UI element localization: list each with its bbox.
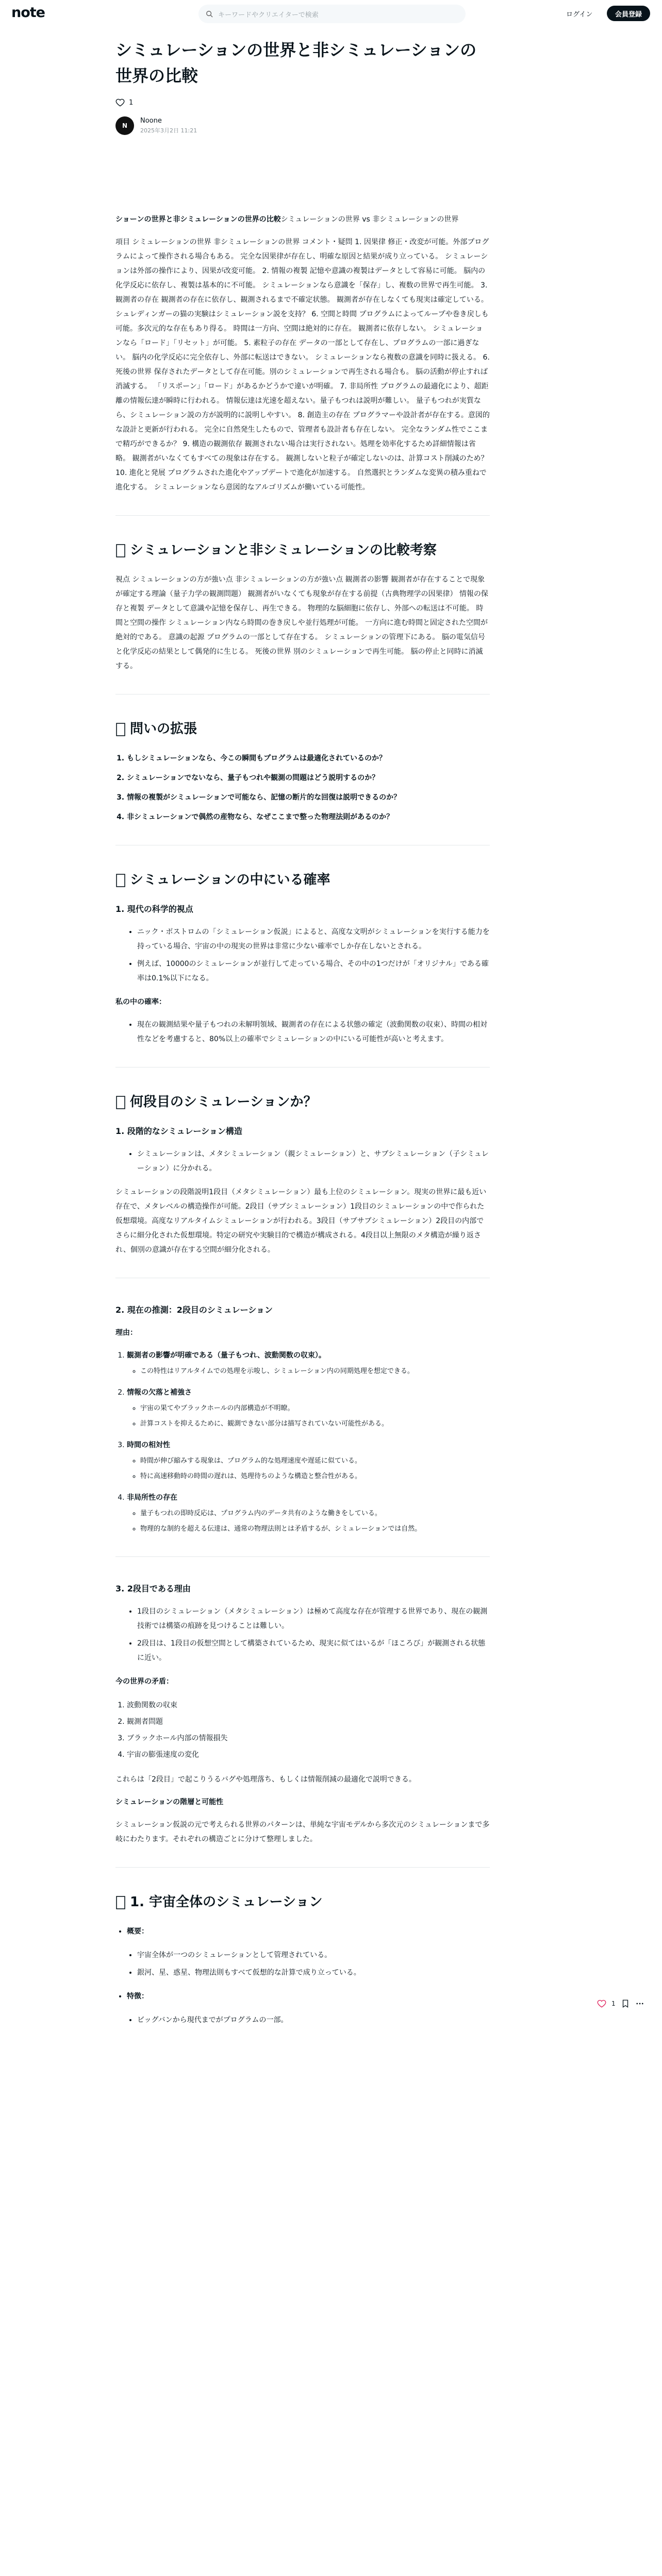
list-item: 1. もしシミュレーションなら、今この瞬間もプログラムは最適化されているのか？ (127, 751, 490, 766)
features-list (127, 1989, 490, 2004)
my-probability-label: 私の中の確率： (115, 998, 166, 1006)
bullet-list (137, 925, 490, 986)
section-heading-text: シミュレーションの中にいる確率 (130, 872, 330, 888)
reason-item (127, 1438, 490, 1483)
label-icon (115, 873, 127, 888)
floating-action-bar (597, 1999, 644, 2008)
reason-sub-list (140, 1402, 490, 1431)
list-item: • 現在の観測結果や量子もつれの未解明領域、観測者の存在による状態の確定（波動関数の収束）、時間の相対性などを考慮すると、80%以上の確率でシミュレーションの中にいる可能性が高いと考えます。 (137, 1018, 490, 1046)
list-item: ◦ この特性はリアルタイムでの処理を示唆し、シミュレーション内の同期処理を想定できる。 (140, 1365, 490, 1378)
pattern-paragraph: シミュレーション仮説の元で考えられる世界のパターンは、単純な宇宙モデルから多次元のシミュレーションまで多岐にわたります。それぞれの構造ごとに分けて整理しました。 (115, 1821, 490, 1843)
list-item: 3. 情報の複製がシミュレーションで可能なら、記憶の断片的な回復は説明できるのか？ (127, 790, 490, 805)
signup-button[interactable]: 会員登録 (607, 6, 650, 21)
divider (115, 1556, 490, 1557)
label-icon (115, 544, 127, 558)
list-item: • ビッグバンから現代までがプログラムの一部。 (137, 2013, 490, 2027)
reason-sub-list (140, 1507, 490, 1536)
reason-title: 観測者の影響が明確である（量子もつれ、波動関数の収束）。 (127, 1351, 326, 1360)
reason-label: 理由： (115, 1329, 137, 1337)
list-item: 4. 宇宙の膨張速度の変化 (127, 1747, 490, 1763)
bullet-list (137, 2013, 490, 2027)
reason-item (127, 1385, 490, 1431)
sub-heading: 2. 現在の推測：2段目のシミュレーション (115, 1305, 273, 1315)
author-meta (140, 117, 197, 134)
bug-paragraph: これらは「2段目」で起こりうるバグや処理落ち、もしくは情報削減の最適化で説明できる。 (115, 1775, 416, 1784)
list-item: ◦ 特に高速移動時の時間の遅れは、処理待ちのような構造と整合性がある。 (140, 1470, 490, 1483)
divider (115, 515, 490, 516)
bookmark-icon[interactable] (621, 1999, 630, 2008)
question-list (127, 751, 490, 824)
list-item: 1. 波動関数の収束 (127, 1697, 490, 1714)
sub-heading: 3. 2段目である理由 (115, 1584, 191, 1594)
list-item: • 例えば、10000のシミュレーションが並行して走っている場合、その中の1つだけが「オリジナル」である確率は0.1%以下になる。 (137, 957, 490, 986)
list-item: • 銀河、星、惑星、物理法則もすべて仮想的な計算で成り立っている。 (137, 1965, 490, 1980)
site-header (0, 0, 662, 27)
intro-dense-text: 項目 シミュレーションの世界 非シミュレーションの世界 コメント・疑問 1. 因果律 修正・改変が可能。外部プログラムによって操作される場合もある。 完全な因果律が存在し、明確な原因と結果が成り立っている。 シミュレーションは外部の操作により、因果が改変可能。 2. 情報の複製 記憶や意識の複製はデータとして容易に可能。 脳内の化学反応に依存し、複製は基本的に不可能。 シミュレーションなら意識を「保存」し、複数の世界で再生可能。 3. 観測者の存在 観測者の存在に依存し、観測されるまで不確定状態。 観測者が存在しなくても現実は確定している。 シュレディンガーの猫の実験はシミュレーション説を支持？ 6. 空間と時間 プログラムによってループや巻き戻しも可能。多次元的な存在もあり得る。 時間は一方向、空間は絶対的に存在。 観測者に依存しない。 シミュレーションなら「ロード」「リセット」が可能。 5. 素粒子の存在 データの一部として存在し、プログラムの一部に過ぎない。 脳内の化学反応に完全依存し、外部に転送はできない。 シミュレーションなら複数の意識を同時に扱える。 6. 死後の世界 保存されたデータとして存在可能。別のシミュレーションで再生される場合も。 脳の活動が停止すれば消滅する。 「リスポーン」「ロード」があるかどうかで違いが明確。 7. 非局所性 プログラムの最適化により、超距離の情報伝達が瞬時に行われる。 情報伝達は光速を超えない。量子もつれは説明が難しい。 量子もつれが実質なら、シミュレーション説の方が説明的に説明しやすい。 8. 創造主の存在 プログラマーや設計者が存在する。意図的な設計と更新が行われる。 完全に自然発生したもので、管理者も設計者も存在しない。 完全なランダム性でここまで精巧ができるか？ 9. 構造の観測依存 観測されない場合は実行されない。処理を効率化するため詳細情報は省略。 観測者がいなくてもすべての現象は存在する。 観測しないと粒子が確定しないのは、計算コスト削減のため？ 10. 進化と発展 プログラムされた進化やアップデートで進化が加速する。 自然選択とランダムな変異の積み重ねで進化する。 シミュレーションなら意図的なアルゴリズムが働いている可能性。 (115, 238, 490, 492)
more-icon[interactable] (635, 1999, 644, 2008)
contradiction-label: 今の世界の矛盾： (115, 1677, 173, 1686)
label-icon (115, 1095, 127, 1110)
like-row (115, 98, 490, 107)
reason-item (127, 1490, 490, 1536)
intro-lead-rest: シミュレーションの世界 vs 非シミュレーションの世界 (280, 215, 459, 224)
list-item: ◦ 時間が伸び縮みする現象は、プログラム的な処理速度や遅延に似ている。 (140, 1454, 490, 1468)
reason-title: 非局所性の存在 (127, 1494, 177, 1502)
levels-paragraph: シミュレーションの段階説明1段目（メタシミュレーション）最も上位のシミュレーション。現実の世界に最も近い存在で、メタレベルの構造操作が可能。2段目（サブシミュレーション）1段目のシミュレーションの中で作られた仮想環境。高度なリアルタイムシミュレーションが行われる。3段目（サブサブシミュレーション）2段目の内部でさらに細分化された仮想環境。特定の研究や実験目的で構造が構成される。4段目以上無限のメタ構造が繰り返され、個別の意識が存在する空間が細分化される。 (115, 1188, 487, 1254)
reason-sub-list (140, 1454, 490, 1483)
search-box[interactable] (198, 5, 466, 23)
list-item: 4. 非シミュレーションで偶然の産物なら、なぜここまで整った物理法則があるのか？ (127, 810, 490, 824)
divider (115, 1867, 490, 1868)
search-icon (206, 10, 213, 18)
list-item: • ニック・ボストロムの「シミュレーション仮説」によると、高度な文明がシミュレーションを実行する能力を持っている場合、宇宙の中の現実の世界は非常に少ない確率でしか存在しないとされる。 (137, 925, 490, 954)
list-item: ◦ 量子もつれの即時反応は、プログラム内のデータ共有のような働きをしている。 (140, 1507, 490, 1520)
section-heading-text: 1. 宇宙全体のシミュレーション (130, 1894, 323, 1910)
reason-sub-list (140, 1365, 490, 1378)
section-heading (115, 870, 490, 890)
article (115, 37, 490, 2037)
search-placeholder: キーワードやクリエイターで検索 (218, 11, 319, 19)
author-row (115, 116, 490, 135)
login-link[interactable]: ログイン (566, 11, 593, 19)
section-heading-text: 問いの拡張 (130, 721, 197, 737)
comparison-paragraph: 視点 シミュレーションの方が強い点 非シミュレーションの方が強い点 観測者の影響 観測者が存在することで現象が確定する理論（量子力学の観測問題） 観測者がいなくても現象が存在する前提（古典物理学の因果律） 情報の保存と複製 データとして意識や記憶を保存し、再生できる。 物理的な脳細胞に依存し、外部への転送は不可能。 時間と空間の操作 シミュレーション内なら時間の巻き戻しや並行処理が可能。 一方向に進む時間と固定された空間が絶対的である。 意識の起源 プログラムの一部として存在する。 シミュレーションの管理下にある。 脳の電気信号と化学反応の結果として偶発的に生じる。 死後の世界 別のシミュレーションで再生可能。 脳の停止と同時に消滅する。 (115, 575, 488, 670)
list-item: ◦ 計算コストを抑えるために、観測できない部分は描写されていない可能性がある。 (140, 1417, 490, 1431)
list-item: 3. ブラックホール内部の情報損失 (127, 1730, 490, 1747)
section-heading (115, 1092, 490, 1112)
possibility-label: シミュレーションの階層と可能性 (115, 1798, 224, 1806)
reason-title: 情報の欠落と補強さ (127, 1388, 192, 1397)
intro-lead (115, 212, 490, 227)
list-item: 2. 観測者問題 (127, 1714, 490, 1730)
bullet-list (137, 1147, 490, 1176)
label-icon (115, 722, 127, 737)
avatar[interactable]: N (115, 116, 134, 135)
note-logo[interactable]: note (11, 5, 45, 21)
list-item: ◦ 宇宙の果てやブラックホールの内部構造が不明瞭。 (140, 1402, 490, 1415)
section-heading (115, 719, 490, 739)
article-title: シミュレーションの世界と非シミュレーションの世界の比較 (115, 40, 477, 86)
section-heading-text: シミュレーションと非シミュレーションの比較考察 (130, 543, 437, 558)
features-label: • 特徴： (127, 1989, 490, 2004)
heart-icon[interactable] (115, 98, 125, 107)
list-item: ◦ 物理的な制約を超える伝達は、通常の物理法則とは矛盾するが、シミュレーションでは自然。 (140, 1522, 490, 1536)
reason-title: 時間の相対性 (127, 1441, 170, 1449)
contradiction-list (127, 1697, 490, 1763)
heart-icon[interactable] (597, 1999, 606, 2008)
overview-list (127, 1924, 490, 1939)
list-item: • 2段目は、1段目の仮想空間として構築されているため、現実に似てはいるが「ほころび」が観測される状態に近い。 (137, 1636, 490, 1665)
overview-label: • 概要： (127, 1924, 490, 1939)
list-item: 2. シミュレーションでないなら、量子もつれや観測の問題はどう説明するのか？ (127, 771, 490, 785)
label-icon (115, 1895, 127, 1910)
bullet-list (137, 1604, 490, 1665)
section-heading-text: 何段目のシミュレーションか？ (130, 1094, 317, 1110)
section-heading (115, 540, 490, 560)
list-item: • 宇宙全体が一つのシミュレーションとして管理されている。 (137, 1948, 490, 1962)
sub-heading: 1. 段階的なシミュレーション構造 (115, 1126, 242, 1136)
sub-heading: 1. 現代の科学的視点 (115, 904, 193, 914)
article-body (115, 212, 490, 2027)
list-item: • シミュレーションは、メタシミュレーション（親シミュレーション）と、サブシミュレーション（子シミュレーション）に分かれる。 (137, 1147, 490, 1176)
reason-list (127, 1348, 490, 1536)
post-date: 2025年3月2日 11:21 (140, 127, 197, 134)
reason-item (127, 1348, 490, 1378)
section-heading (115, 1892, 490, 1912)
float-like-count: 1 (611, 2000, 616, 2007)
list-item: • 1段目のシミュレーション（メタシミュレーション）は極めて高度な存在が管理する世界であり、現在の観測技術では構築の痕跡を見つけることは難しい。 (137, 1604, 490, 1633)
author-name[interactable]: Noone (140, 117, 162, 125)
intro-lead-bold: ショーンの世界と非シミュレーションの世界の比較 (115, 215, 281, 224)
bullet-list (137, 1018, 490, 1046)
like-count: 1 (129, 98, 134, 107)
bullet-list (137, 1948, 490, 1980)
